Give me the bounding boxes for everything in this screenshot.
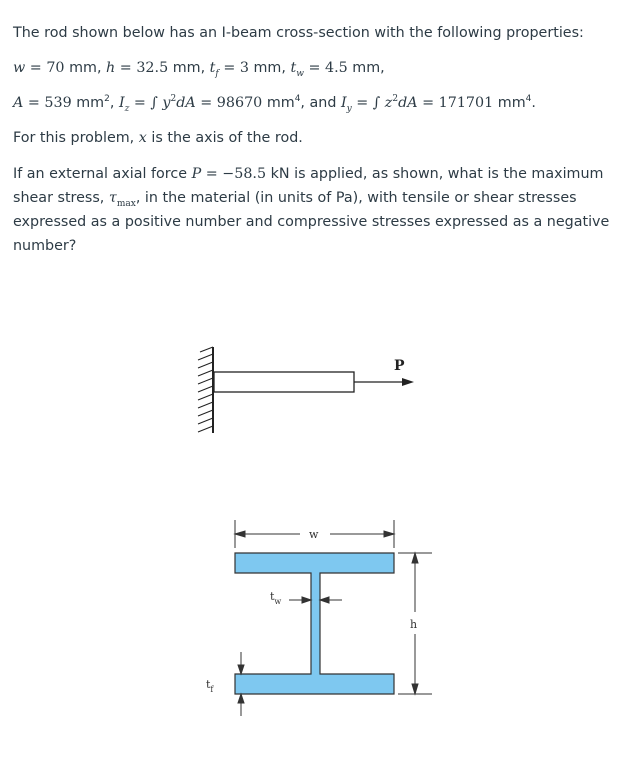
intro-text: The rod shown below has an I-beam cross-section with the following properties: xyxy=(13,25,584,41)
ibeam-cross-section xyxy=(206,520,432,716)
tf-symbol: t xyxy=(209,60,216,76)
width-label: w xyxy=(309,528,319,541)
iz-symbol: I xyxy=(118,95,125,111)
question-text: If an external axial force P = −58.5 kN is applied, as shown, what is the maximum shear stress, $\tau_{max}$, in the material (in units of Pa), with tensile or shear stresses expressed as a positive number and compressive stresses expressed as a negative number? xyxy=(13,166,610,254)
rod-diagram xyxy=(198,347,414,433)
properties-line-2: A = 539 $mm^2$, $I_z$ = ∫ $y^2dA = 98670$ $mm^4$, and $I_y$ = ∫ $z^2dA = 171701$ $mm^4$. xyxy=(13,94,536,114)
tw-value: 4.5 xyxy=(325,60,348,76)
fixed-wall xyxy=(198,347,213,433)
properties-line-1: w = 70 mm, h = 32.5 mm, $t_f = 3$ mm, $t_w = 4.5$ mm, xyxy=(13,60,385,79)
iy-symbol: I xyxy=(340,95,347,111)
ibeam-shape xyxy=(235,553,394,694)
web-label: $t_w$ xyxy=(270,590,282,606)
iy-value: 171701 xyxy=(438,95,494,111)
w-value: 70 xyxy=(46,60,65,76)
h-symbol: h xyxy=(106,60,116,76)
area-symbol: A xyxy=(13,95,24,111)
rod xyxy=(214,372,354,392)
w-symbol: w xyxy=(13,60,26,76)
h-value: 32.5 xyxy=(136,60,169,76)
tf-value: 3 xyxy=(239,60,249,76)
tw-symbol: t xyxy=(290,60,297,76)
iz-value: 98670 xyxy=(216,95,263,111)
tau-symbol: τ xyxy=(108,190,117,206)
force-symbol: P xyxy=(191,166,202,182)
force-value: −58.5 xyxy=(222,166,267,182)
area-value: 539 xyxy=(44,95,72,111)
force-label: P xyxy=(394,358,405,374)
axis-note: For this problem, x is the axis of the rod. xyxy=(13,130,303,146)
height-label: h xyxy=(410,618,418,631)
force-arrow xyxy=(354,378,414,386)
x-axis-symbol: x xyxy=(138,130,147,146)
flange-label: $t_f$ xyxy=(206,678,214,694)
